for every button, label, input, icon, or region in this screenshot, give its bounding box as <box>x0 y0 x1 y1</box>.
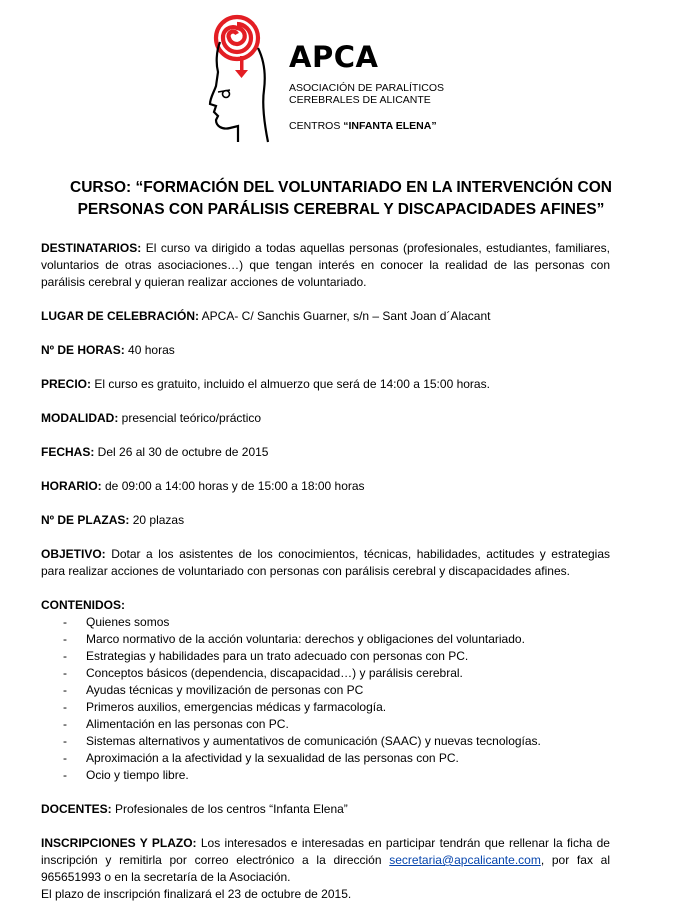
contenidos-label: CONTENIDOS: <box>41 598 125 612</box>
destinatarios-paragraph <box>41 240 610 291</box>
organization-block <box>289 40 444 132</box>
bullet-dash: - <box>63 734 67 748</box>
horas-text: 40 horas <box>124 343 175 357</box>
lugar-paragraph <box>41 308 610 325</box>
email-link[interactable]: secretaria@apcalicante.com <box>389 853 541 867</box>
bullet-dash: - <box>63 751 67 765</box>
destinatarios-text: El curso va dirigido a todas aquellas personas (profesionales, estudiantes, familiares, voluntarios de otras asociaciones…) que tengan interés en conocer la realidad de las personas con parálisis cerebral y quieran realizar acciones de voluntariado. <box>41 241 610 289</box>
precio-paragraph <box>41 376 610 393</box>
objetivo-label: OBJETIVO: <box>41 547 106 561</box>
list-item <box>41 631 610 648</box>
precio-text: El curso es gratuito, incluido el almuerzo que será de 14:00 a 15:00 horas. <box>91 377 490 391</box>
list-item-text: Ocio y tiempo libre. <box>86 768 189 782</box>
lugar-text: APCA- C/ Sanchis Guarner, s/n – Sant Joan d´Alacant <box>199 309 491 323</box>
list-item <box>41 733 610 750</box>
list-item <box>41 648 610 665</box>
bullet-dash: - <box>63 768 67 782</box>
list-item-text: Sistemas alternativos y aumentativos de comunicación (SAAC) y nuevas tecnologías. <box>86 734 541 748</box>
list-item <box>41 699 610 716</box>
docentes-label: DOCENTES: <box>41 802 112 816</box>
centros-name: “INFANTA ELENA” <box>343 120 437 132</box>
org-line-1: ASOCIACIÓN DE PARALÍTICOS <box>289 82 445 94</box>
list-item-text: Ayudas técnicas y movilización de personas con PC <box>86 683 364 697</box>
precio-label: PRECIO: <box>41 377 92 391</box>
centros-prefix: CENTROS <box>289 120 344 132</box>
list-item <box>41 682 610 699</box>
list-item <box>41 614 610 631</box>
list-item <box>41 665 610 682</box>
list-item-text: Alimentación en las personas con PC. <box>86 717 289 731</box>
inscripciones-text-before: Los interesados e interesadas en participar tendrán que rellenar la ficha de inscripción y remitirla por correo electrónico a la dirección <box>41 836 610 867</box>
bullet-dash: - <box>63 700 67 714</box>
bullet-dash: - <box>63 649 67 663</box>
contenidos-heading <box>41 597 610 614</box>
list-item-text: Aproximación a la afectividad y la sexualidad de las personas con PC. <box>86 751 459 765</box>
list-item-text: Estrategias y habilidades para un trato adecuado con personas con PC. <box>86 649 469 663</box>
modalidad-text: presencial teórico/práctico <box>118 411 262 425</box>
docentes-paragraph <box>41 801 610 818</box>
lugar-label: LUGAR DE CELEBRACIÓN: <box>41 309 199 323</box>
horario-paragraph <box>41 478 610 495</box>
org-centros <box>289 120 444 132</box>
plazas-paragraph <box>41 512 610 529</box>
list-item-text: Quienes somos <box>86 615 170 629</box>
docentes-text: Profesionales de los centros “Infanta Elena” <box>111 802 348 816</box>
course-title-line-2: PERSONAS CON PARÁLISIS CEREBRAL Y DISCAPACIDADES AFINES” <box>77 201 605 218</box>
horas-paragraph <box>41 342 610 359</box>
bullet-dash: - <box>63 615 67 629</box>
org-subtitle <box>289 82 444 106</box>
modalidad-label: MODALIDAD: <box>41 411 119 425</box>
bullet-dash: - <box>63 717 67 731</box>
fechas-label: FECHAS: <box>41 445 95 459</box>
inscripciones-label: INSCRIPCIONES Y PLAZO: <box>41 836 197 850</box>
horas-label: Nº DE HORAS: <box>41 343 125 357</box>
course-title <box>30 177 652 221</box>
list-item <box>41 716 610 733</box>
horario-text: de 09:00 a 14:00 horas y de 15:00 a 18:00 horas <box>101 479 365 493</box>
destinatarios-label: DESTINATARIOS: <box>41 241 142 255</box>
plazas-label: Nº DE PLAZAS: <box>41 513 130 527</box>
list-item <box>41 767 610 784</box>
bullet-dash: - <box>63 666 67 680</box>
plazas-text: 20 plazas <box>129 513 185 527</box>
document-body <box>41 240 610 903</box>
course-title-line-1: CURSO: “FORMACIÓN DEL VOLUNTARIADO EN LA INTERVENCIÓN CON <box>70 179 612 196</box>
list-item-text: Primeros auxilios, emergencias médicas y farmacología. <box>86 700 387 714</box>
fechas-text: Del 26 al 30 de octubre de 2015 <box>94 445 269 459</box>
list-item-text: Marco normativo de la acción voluntaria: derechos y obligaciones del voluntariado. <box>86 632 525 646</box>
deadline-paragraph: El plazo de inscripción finalizará el 23 de octubre de 2015. <box>41 887 352 901</box>
objetivo-text: Dotar a los asistentes de los conocimientos, técnicas, habilidades, actitudes y estrategias para realizar acciones de voluntariado con personas con parálisis cerebral y discapacidades afines. <box>41 547 610 578</box>
header <box>0 0 682 160</box>
modalidad-paragraph <box>41 410 610 427</box>
contenidos-list <box>41 614 610 784</box>
apca-logo-head-spiral-icon <box>208 12 280 144</box>
bullet-dash: - <box>63 683 67 697</box>
fechas-paragraph <box>41 444 610 461</box>
org-name: APCA <box>289 40 379 74</box>
list-item-text: Conceptos básicos (dependencia, discapacidad…) y parálisis cerebral. <box>86 666 463 680</box>
inscripciones-text-after: , por fax al 965651993 o en la secretaría de la Asociación. <box>41 853 611 884</box>
list-item <box>41 750 610 767</box>
horario-label: HORARIO: <box>41 479 102 493</box>
bullet-dash: - <box>63 632 67 646</box>
objetivo-paragraph <box>41 546 610 580</box>
org-line-2: CEREBRALES DE ALICANTE <box>289 94 431 106</box>
inscripciones-paragraph <box>41 835 610 886</box>
